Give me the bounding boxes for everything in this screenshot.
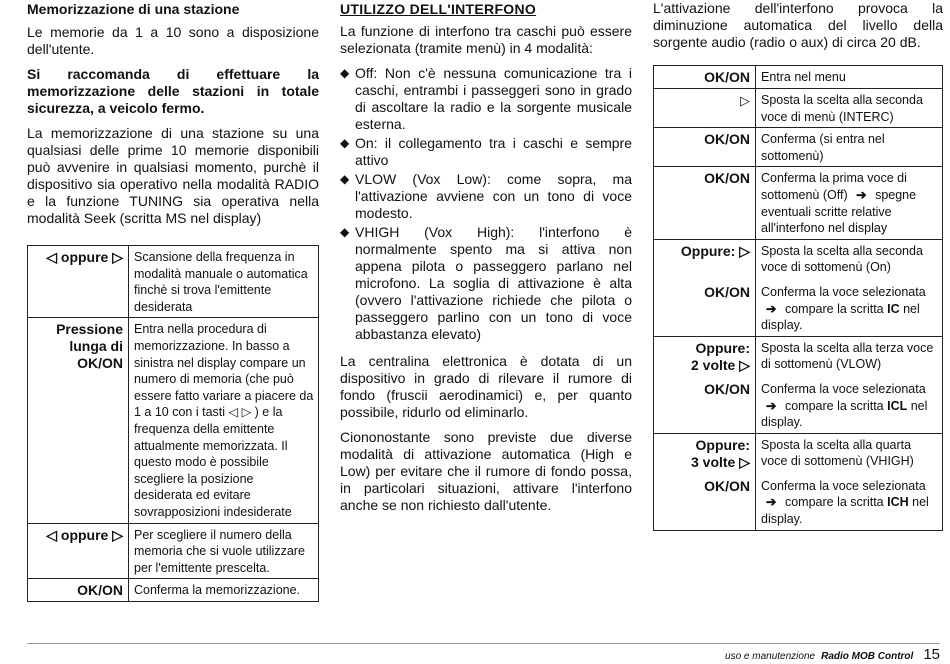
right-arrow-icon: ➔ [766, 398, 777, 413]
footer-section: uso e manutenzione [725, 651, 816, 662]
list-item: ◆ On: il collegamento tra i caschi e sempre attivo [340, 135, 632, 168]
key-cell: Oppure: 2 volte ▷ OK/ON [654, 336, 756, 433]
table-row [654, 167, 943, 239]
paragraph-attenuation: L'attivazione dell'interfono provoca la diminuzione automatica del livello della sorgente audio (radio o aux) di circa 20 dB. [653, 0, 943, 50]
paragraph-procedure: La memorizzazione di una stazione su una qualsiasi delle prime 10 memorie disponibili può avvenire in qualsiasi momento, purchè il dispositivo sia operativo nella modalità RADIO e la funzione TUNING sia operativa nella modalità Seek (scritta MS nel display) [27, 125, 319, 226]
key-cell: OK/ON [654, 128, 756, 167]
key-cell: OK/ON [654, 167, 756, 239]
paragraph-intro: La funzione di interfono tra caschi può essere selezionata (tramite menù) in 4 modalità: [340, 23, 632, 56]
diamond-icon: ◆ [340, 225, 350, 239]
list-item: ◆ VLOW (Vox Low): come sopra, ma l'attivazione avviene con un tono di voce modesto. [340, 171, 632, 221]
table-row [654, 128, 943, 167]
table-row [654, 239, 943, 336]
key-cell: OK/ON [654, 66, 756, 89]
section-heading-interfono: UTILIZZO DELL'INTERFONO [340, 1, 537, 17]
list-item: ◆ Off: Non c'è nessuna comunicazione tra i caschi, entrambi i passeggeri sono in grado di ascoltare la radio e la sorgente musicale esterna. [340, 65, 632, 132]
page-number: 15 [923, 646, 940, 663]
footer-divider [27, 643, 940, 644]
footer-product: Radio MOB Control [821, 651, 914, 662]
right-arrow-icon: ➔ [766, 301, 777, 316]
table-row [654, 89, 943, 128]
right-column [653, 0, 943, 531]
interfono-menu-table [653, 65, 943, 531]
key-cell: Oppure: ▷ OK/ON [654, 239, 756, 336]
table-row [28, 318, 319, 523]
right-arrow-icon: ➔ [856, 187, 867, 202]
table-row [28, 523, 319, 579]
diamond-icon: ◆ [340, 136, 350, 150]
key-cell: ◁ oppure ▷ [28, 523, 129, 579]
paragraph-activation: Ciononostante sono previste due diverse modalità di attivazione automatica (High e Low) per evitare che il rumore di fondo possa, in particolari situazioni, attivare l'interfono anche se non richiesto dall'utente. [340, 429, 632, 513]
table-row [654, 433, 943, 530]
list-item: ◆ VHIGH (Vox High): l'interfono è normalmente spento ma si attiva non appena pilota o passeggero parlano nel microfono. La soglia di attivazione è alta (ovvero l'attivazione richiede che pilota o passeggero parlino con un tono di voce abbastanza elevato) [340, 224, 632, 342]
desc-cell: Per scegliere il numero della memoria che si vuole utilizzare per l'emittente prescelta. [129, 523, 319, 579]
desc-cell: Conferma la prima voce di sottomenù (Off) ➔ spegne eventuali scritte relative all'interfono nel display [756, 167, 943, 239]
mode-list [340, 65, 632, 343]
desc-cell: Entra nel menu [756, 66, 943, 89]
desc-cell: Sposta la scelta alla seconda voce di menù (INTERC) [756, 89, 943, 128]
safety-warning: Si raccomanda di effettuare la memorizzazione delle stazioni in totale sicurezza, a veicolo fermo. [27, 66, 319, 116]
desc-cell: Conferma la memorizzazione. [129, 579, 319, 602]
desc-cell: Sposta la scelta alla terza voce di sottomenù (VLOW) Conferma la voce selezionata ➔ compare la scritta ICL nel display. [756, 336, 943, 433]
key-cell: Pressione lunga di OK/ON [28, 318, 129, 523]
desc-cell: Sposta la scelta alla seconda voce di sottomenù (On) Conferma la voce selezionata ➔ compare la scritta IC nel display. [756, 239, 943, 336]
desc-cell: Entra nella procedura di memorizzazione. In basso a sinistra nel display compare un numero di memoria (che può essere fatto variare a piacere da 1 a 10 con i tasti ◁ ▷ ) e la frequenza della emittente attualmente memorizzata. Il questo modo è possibile scegliere la posizione desiderata ed evitare sovrapposizioni indesiderate [129, 318, 319, 523]
desc-cell: Conferma (si entra nel sottomenù) [756, 128, 943, 167]
desc-cell: Scansione della frequenza in modalità manuale o automatica finchè si trova l'emittente desiderata [129, 246, 319, 318]
key-cell: Oppure: 3 volte ▷ OK/ON [654, 433, 756, 530]
key-cell: ▷ [654, 89, 756, 128]
memorization-table [27, 245, 319, 602]
table-row [654, 336, 943, 433]
diamond-icon: ◆ [340, 172, 350, 186]
page-footer [725, 646, 940, 663]
paragraph-memories: Le memorie da 1 a 10 sono a disposizione dell'utente. [27, 24, 319, 57]
table-row [28, 579, 319, 602]
right-arrow-icon: ➔ [766, 495, 777, 510]
diamond-icon: ◆ [340, 66, 350, 80]
table-row [28, 246, 319, 318]
section-heading-memorizzazione: Memorizzazione di una stazione [27, 1, 240, 17]
paragraph-noise: La centralina elettronica è dotata di un dispositivo in grado di rilevare il rumore di fondo (fruscii aerodinamici) e, per quanto possibile, ridurlo od eliminarlo. [340, 353, 632, 420]
desc-cell: Sposta la scelta alla quarta voce di sottomenù (VHIGH) Conferma la voce selezionata ➔ compare la scritta ICH nel display. [756, 433, 943, 530]
key-cell: OK/ON [28, 579, 129, 602]
left-column [27, 0, 319, 602]
key-cell: ◁ oppure ▷ [28, 246, 129, 318]
table-row [654, 66, 943, 89]
middle-column [340, 0, 632, 522]
